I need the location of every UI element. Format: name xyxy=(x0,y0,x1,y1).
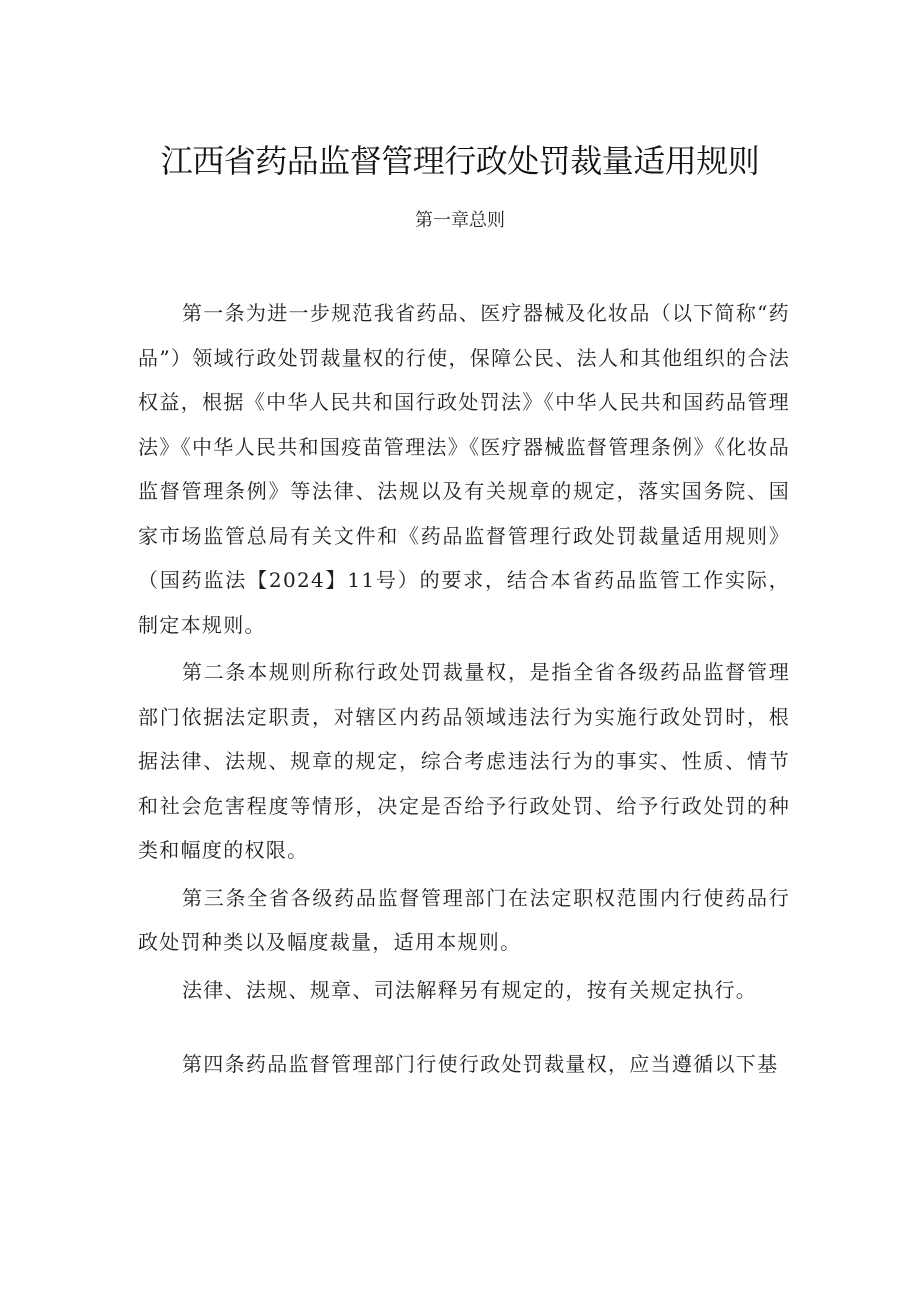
article-2: 第二条本规则所称行政处罚裁量权，是指全省各级药品监督管理部门依据法定职责，对辖区内药品领域违法行为实施行政处罚时，根据法律、法规、规章的规定，综合考虑违法行为的事实、性质、情节和社会危害程度等情形，决定是否给予行政处罚、给予行政处罚的种类和幅度的权限。 xyxy=(138,660,790,862)
article-4: 第四条药品监督管理部门行使行政处罚裁量权，应当遵循以下基 xyxy=(182,1052,779,1076)
chapter-heading: 第一章总则 xyxy=(415,210,505,231)
article-3-note: 法律、法规、规章、司法解释另有规定的，按有关规定执行。 xyxy=(182,977,758,1002)
document-body xyxy=(138,291,790,1087)
document-title: 江西省药品监督管理行政处罚裁量适用规则 xyxy=(160,142,760,180)
article-3: 第三条全省各级药品监督管理部门在法定职权范围内行使药品行政处罚种类以及幅度裁量，适用本规则。 xyxy=(138,885,790,954)
article-1: 第一条为进一步规范我省药品、医疗器械及化妆品（以下简称“药品”）领域行政处罚裁量权的行使，保障公民、法人和其他组织的合法权益，根据《中华人民共和国行政处罚法》《中华人民共和国药品管理法》《中华人民共和国疫苗管理法》《医疗器械监督管理条例》《化妆品监督管理条例》等法律、法规以及有关规章的规定，落实国务院、国家市场监管总局有关文件和《药品监督管理行政处罚裁量适用规则》（国药监法【2024】11号）的要求，结合本省药品监管工作实际，制定本规则。 xyxy=(138,301,790,637)
